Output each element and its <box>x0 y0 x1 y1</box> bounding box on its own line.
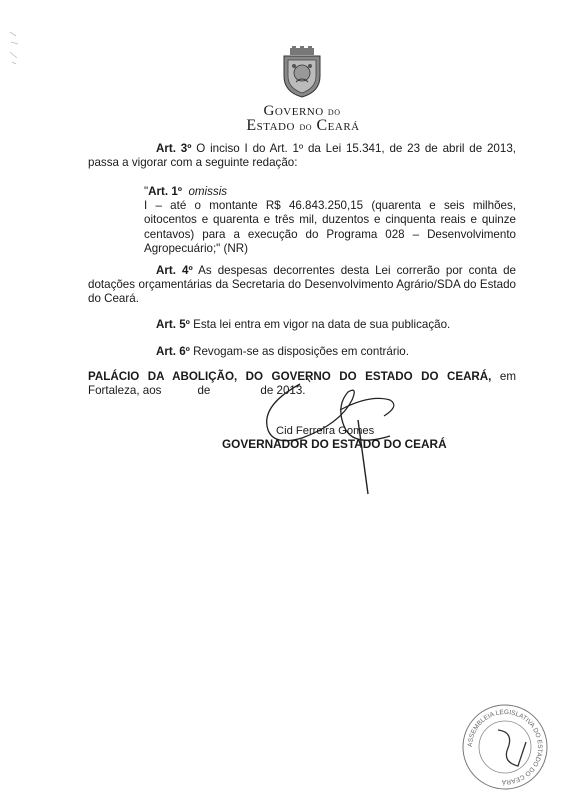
closing-paragraph: PALÁCIO DA ABOLIÇÃO, DO GOVERNO DO ESTADO DO CEARÁ, em Fortaleza, aos de de 2013. <box>88 370 516 398</box>
margin-mark <box>6 28 24 68</box>
article-3: Art. 3º O inciso I do Art. 1º da Lei 15.341, de 23 de abril de 2013, passa a vigorar com a seguinte redação: <box>88 142 516 170</box>
quoted-article-1: "Art. 1º omissis I – até o montante R$ 46.843.250,15 (quarenta e seis milhões, oitocentos e quarenta e três mil, duzentos e cinquenta reais e quinze centavos) para a execução do Programa 028 – Desenvolvimento Agropecuário;" (NR) <box>144 185 516 255</box>
article-4: Art. 4º As despesas decorrentes desta Lei correrão por conta de dotações orçamentárias da Secretaria do Desenvolvimento Agrário/SDA do Estado do Ceará. <box>88 264 516 306</box>
svg-text:ASSEMBLEIA LEGISLATIVA DO ESTA: ASSEMBLEIA LEGISLATIVA DO ESTADO DO CEARÁ <box>466 708 544 786</box>
signatory-name: Cid Ferreira Gomes <box>276 425 375 437</box>
header-governo: Governo do <box>263 103 341 119</box>
signatory-title: GOVERNADOR DO ESTADO DO CEARÁ <box>222 437 447 451</box>
article-5: Art. 5º Esta lei entra em vigor na data de sua publicação. <box>156 318 451 331</box>
inciso-text: I – até o montante R$ 46.843.250,15 (quarenta e seis milhões, oitocentos e quarenta e três mil, duzentos e cinquenta reais e quinze centavos) para a execução do Programa 028 – Desenvolvimento Agropecuário;" (NR) <box>144 199 516 255</box>
article-6: Art. 6º Revogam-se as disposições em contrário. <box>156 345 409 358</box>
header-estado: Estado do Ceará <box>246 117 360 134</box>
assembly-stamp-icon <box>460 702 550 792</box>
state-coat-of-arms-icon <box>276 46 328 98</box>
